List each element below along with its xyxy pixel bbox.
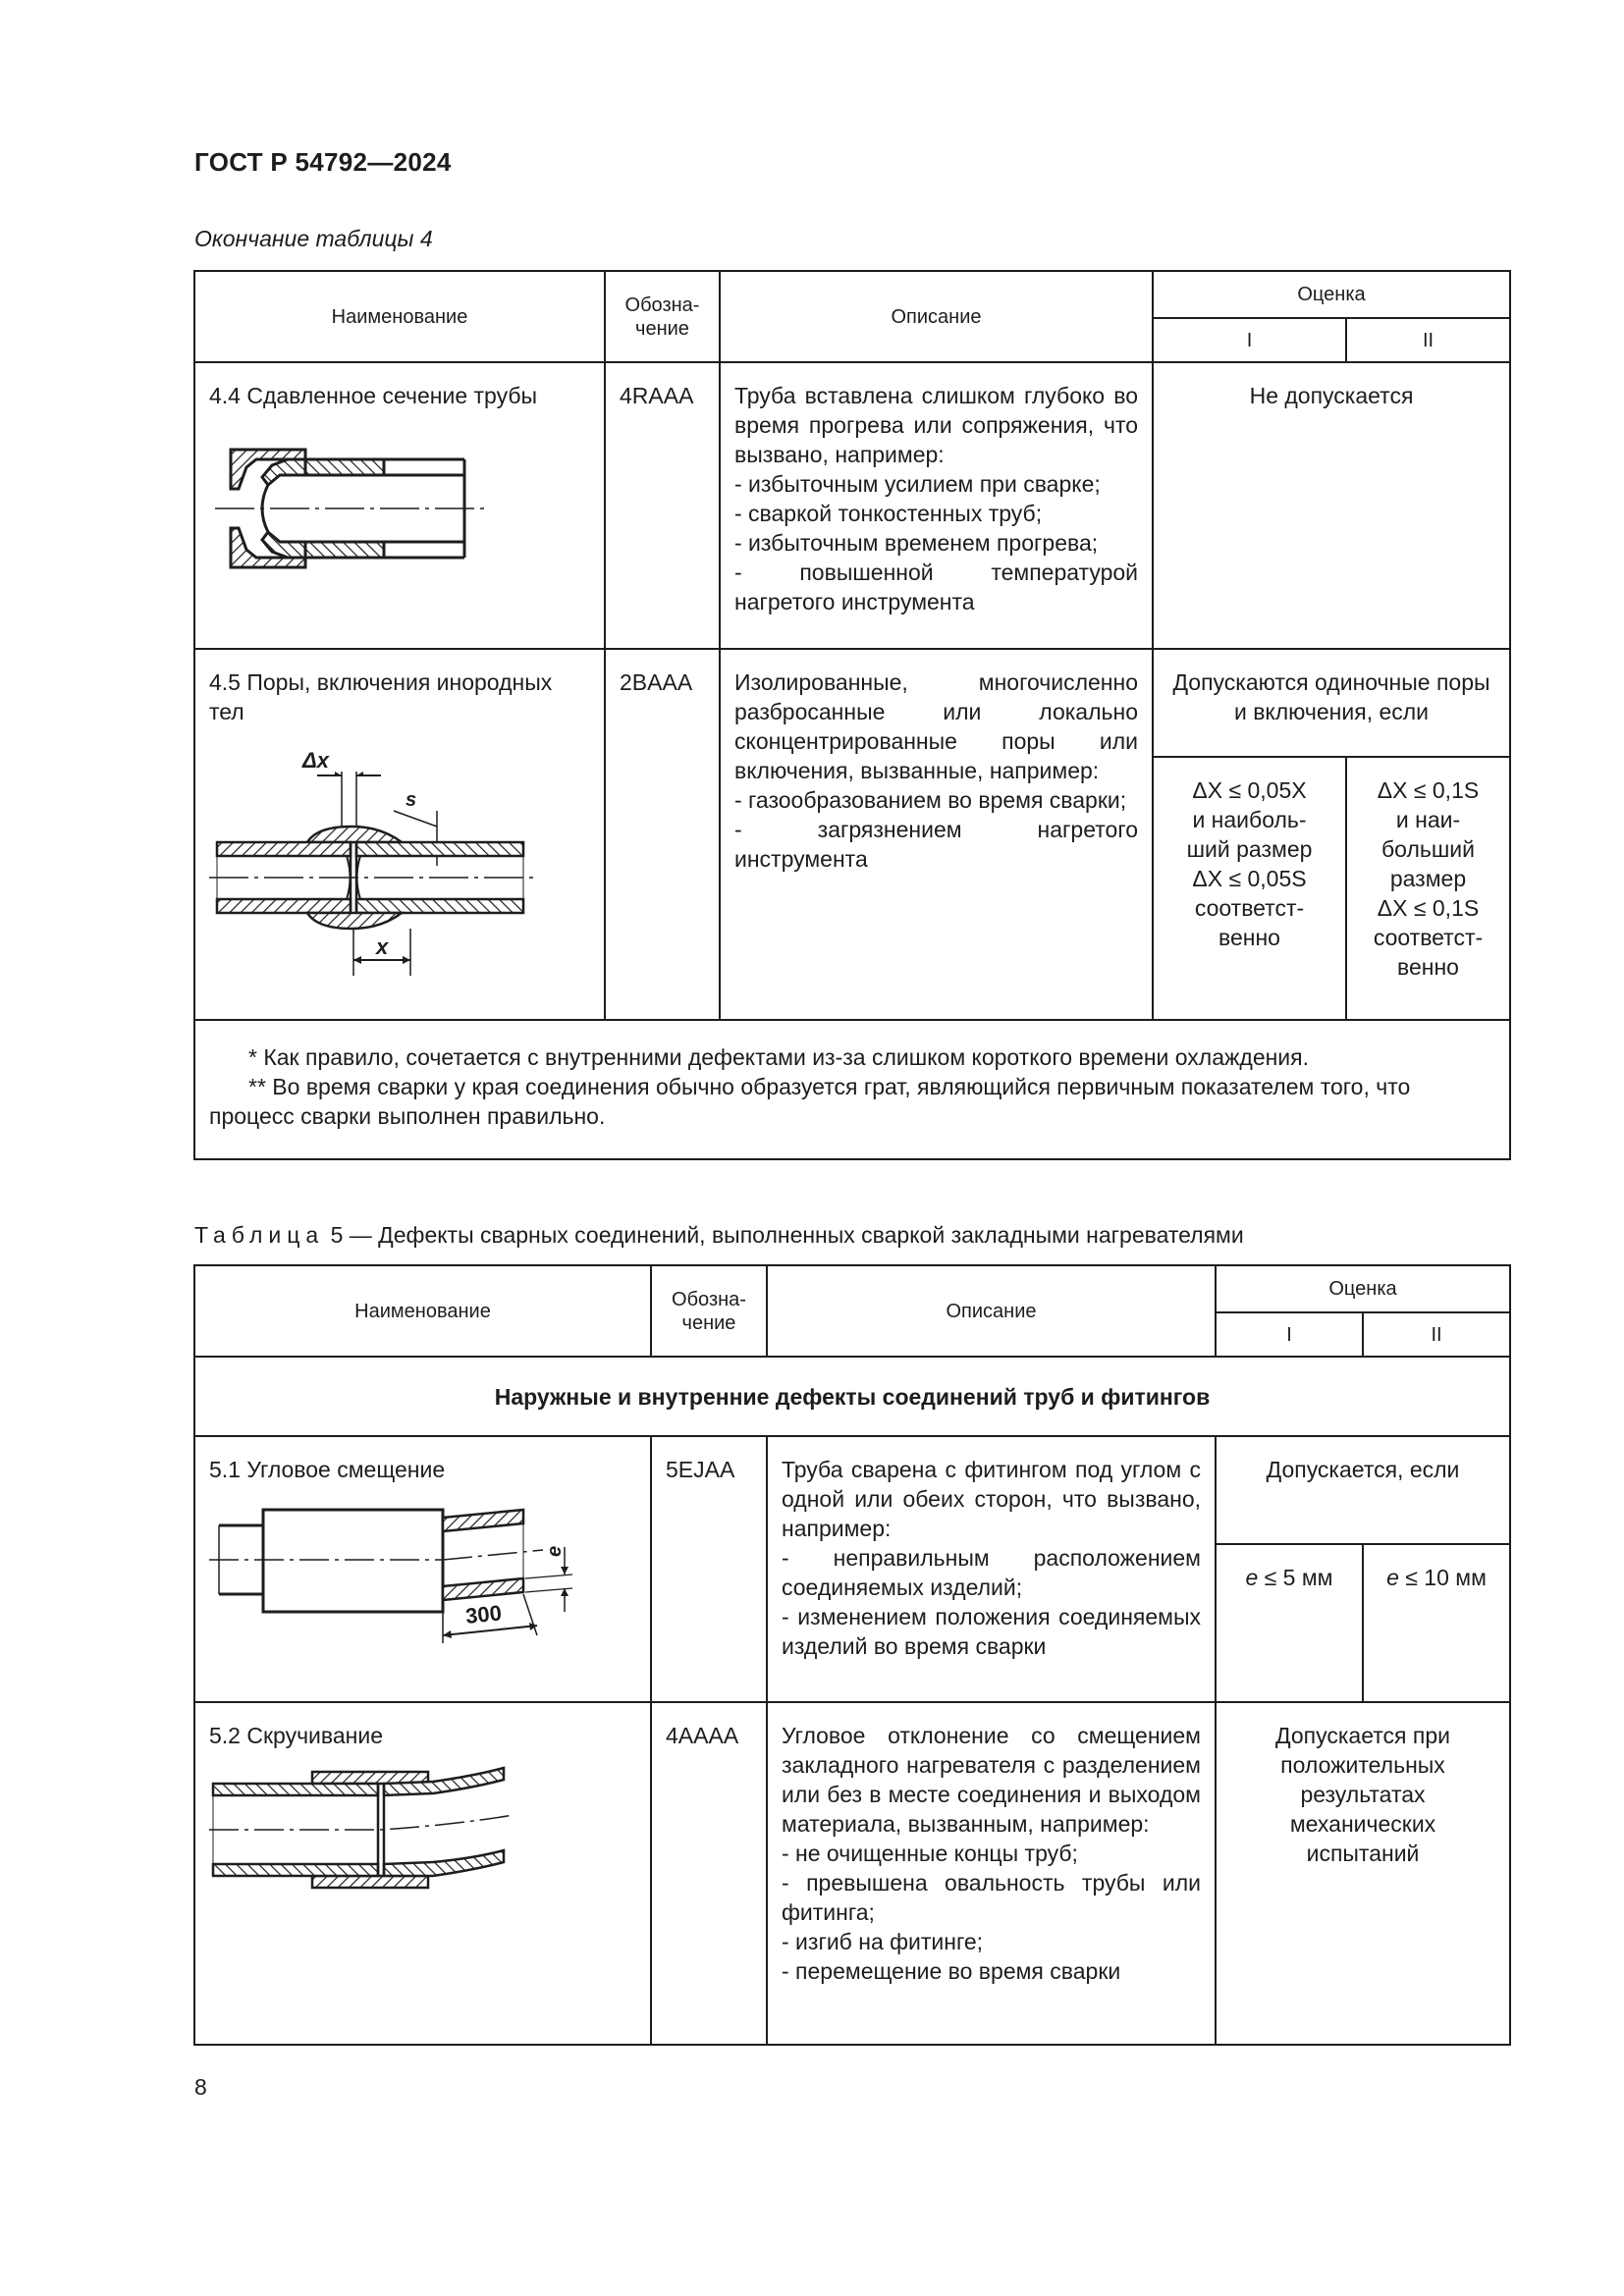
row-4-5-rating-ii: ΔX ≤ 0,1S и наи- больший размер ΔX ≤ 0,1S соответст- венно <box>1346 757 1510 1020</box>
col-header-rating: Оценка <box>1216 1265 1510 1312</box>
col-header-code: Обозна- чение <box>651 1265 767 1357</box>
row-5-2-name <box>194 1702 651 2045</box>
col-header-rating-ii: II <box>1346 318 1510 362</box>
table5-caption: Таблица 5 — Дефекты сварных соединений, выполненных сваркой закладными нагревателями <box>194 1222 1244 1248</box>
table4 <box>193 270 1511 1160</box>
row-4-5-rating: Допускаются одиночные поры и включения, если <box>1153 649 1510 757</box>
row-5-1-code: 5EJAA <box>651 1436 767 1702</box>
row-4-4-name <box>194 362 605 649</box>
col-header-description: Описание <box>720 271 1153 362</box>
note-1: * Как правило, сочетается с внутренними дефектами из-за слишком короткого времени охлаждения. <box>248 1044 1310 1070</box>
row-4-4-code: 4RAAA <box>605 362 720 649</box>
table5 <box>193 1264 1511 2046</box>
table-row <box>194 1436 1510 1544</box>
row-5-2-rating: Допускается при положительных результатах механических испытаний <box>1216 1702 1510 2045</box>
table-row <box>194 362 1510 649</box>
row-4-5-code: 2BAAA <box>605 649 720 1020</box>
row-5-1-rating-ii: e ≤ 10 мм <box>1363 1544 1510 1702</box>
row-4-4-description: Труба вставлена слишком глубоко во время прогрева или сопряжения, что вызвано, например: - избыточным усилием при сварке; - сваркой тонкостенных труб; - избыточным временем прогрева; - повышенной температурой нагретого инструмента <box>720 362 1153 649</box>
figure-angular-offset <box>209 1488 622 1645</box>
row-4-5-name <box>194 649 605 1020</box>
section-heading: Наружные и внутренние дефекты соединений труб и фитингов <box>194 1357 1510 1436</box>
row-5-2-code: 4AAAA <box>651 1702 767 2045</box>
col-header-rating-i: I <box>1153 318 1346 362</box>
col-header-rating-ii: II <box>1363 1312 1510 1357</box>
figure-pores-inclusions <box>209 732 582 978</box>
table4-notes <box>194 1020 1510 1159</box>
row-5-1-rating: Допускается, если <box>1216 1436 1510 1544</box>
col-header-description: Описание <box>767 1265 1216 1357</box>
row-5-2-description: Угловое отклонение со смещением закладного нагревателя с разделением или без в месте соединения и выходом материала, вызванным, например: - не очищенные концы труб; - превышена овальность трубы или фитинга; - изгиб на фитинге; - перемещение во время сварки <box>767 1702 1216 2045</box>
figure-twisting <box>209 1760 563 1907</box>
col-header-name: Наименование <box>194 1265 651 1357</box>
page-number: 8 <box>194 2074 207 2100</box>
row-5-1-description: Труба сварена с фитингом под углом с одной или обеих сторон, что вызвано, например: - неправильным расположением соединяемых изделий; - изменением положения соединяемых изделий во время сварки <box>767 1436 1216 1702</box>
row-4-5-rating-i: ΔX ≤ 0,05X и наиболь- ший размер ΔX ≤ 0,05S соответст- венно <box>1153 757 1346 1020</box>
label-e: e <box>544 1545 566 1557</box>
table-row <box>194 649 1510 757</box>
col-header-rating-i: I <box>1216 1312 1363 1357</box>
row-4-4-rating: Не допускается <box>1153 362 1510 649</box>
row-5-1-rating-i: e ≤ 5 мм <box>1216 1544 1363 1702</box>
label-s: s <box>406 789 417 811</box>
row-name: 5.2 Скручивание <box>209 1723 383 1748</box>
col-header-rating: Оценка <box>1153 271 1510 318</box>
label-delta-x: Δx <box>302 748 330 773</box>
figure-crushed-pipe-section <box>209 420 504 616</box>
row-5-1-name <box>194 1436 651 1702</box>
row-4-5-description: Изолированные, многочисленно разбросанные или локально сконцентрированные поры или включения, вызванные, например: - газообразованием во время сварки; - загрязнением нагретого инструмента <box>720 649 1153 1020</box>
document-code: ГОСТ Р 54792—2024 <box>194 147 452 177</box>
row-name: 5.1 Угловое смещение <box>209 1457 446 1482</box>
col-header-code: Обозна- чение <box>605 271 720 362</box>
table4-continuation-label: Окончание таблицы 4 <box>194 226 433 251</box>
note-2: ** Во время сварки у края соединения обычно образуется грат, являющийся первичным показателем того, что процесс сварки выполнен правильно. <box>209 1074 1411 1129</box>
table-row <box>194 1702 1510 2045</box>
row-name: 4.5 Поры, включения инородных тел <box>209 669 553 724</box>
label-x: x <box>376 934 389 959</box>
col-header-name: Наименование <box>194 271 605 362</box>
label-length: 300 <box>463 1600 504 1629</box>
row-name: 4.4 Сдавленное сечение трубы <box>209 383 538 408</box>
